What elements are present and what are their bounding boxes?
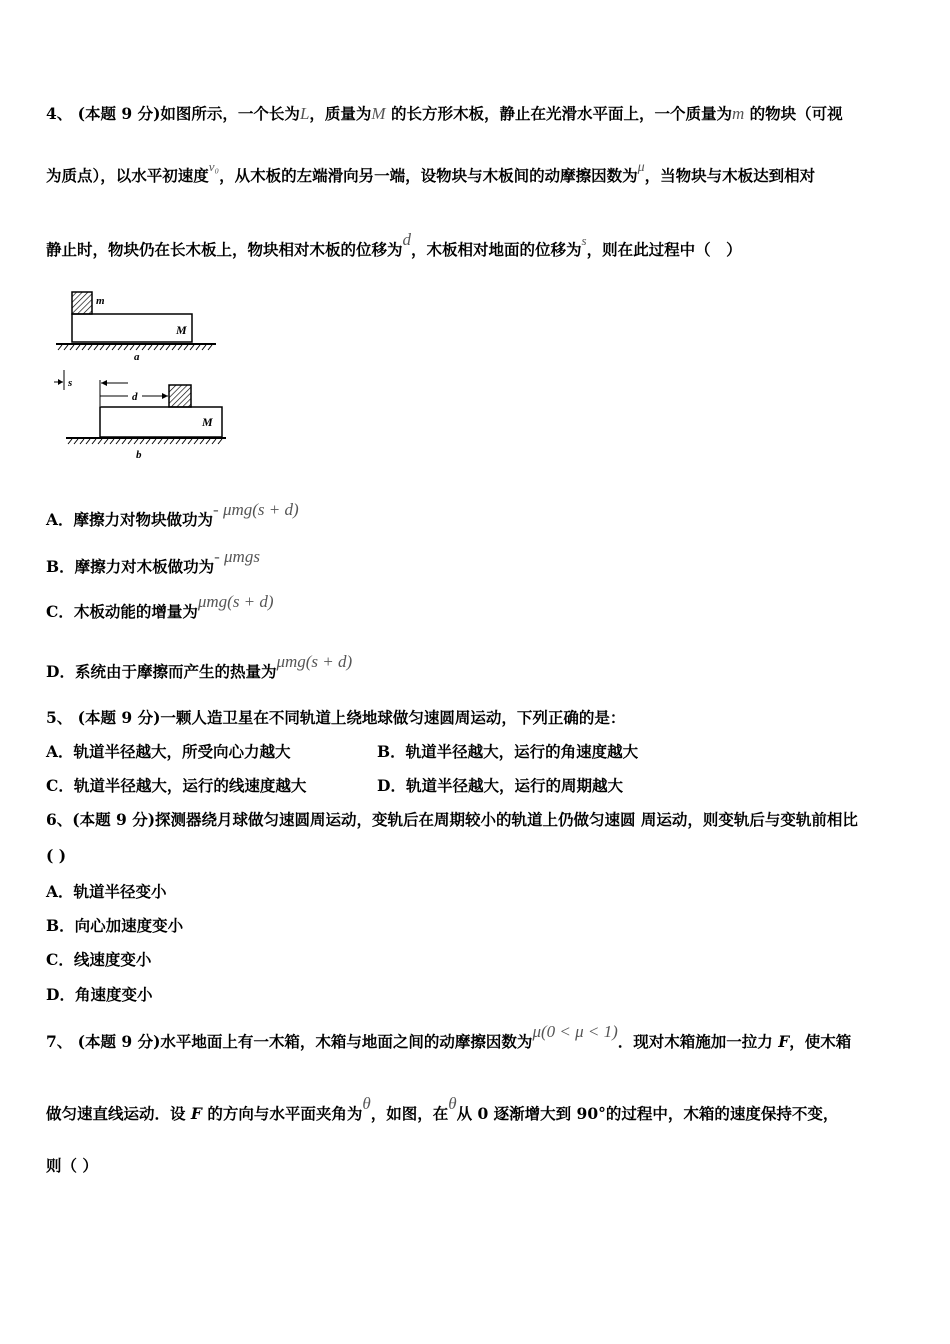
formula-theta: θ bbox=[362, 1094, 371, 1113]
option-formula: μmg(s + d) bbox=[197, 592, 274, 611]
q6-option-d: D．角速度变小 bbox=[46, 985, 153, 1004]
q5-option-a: A．轨道半径越大，所受向心力越大 bbox=[46, 742, 291, 761]
q4-text: 静止时，物块仍在长木板上，物块相对木板的位移为 bbox=[46, 240, 403, 259]
option-text: C．木板动能的增量为 bbox=[46, 602, 198, 621]
q7-text: 的方向与水平面夹角为 bbox=[201, 1104, 363, 1123]
formula-L: L bbox=[299, 104, 310, 123]
option-formula: - μmg(s + d) bbox=[213, 500, 299, 519]
q6-option-b: B．向心加速度变小 bbox=[46, 916, 184, 935]
q7-text: ，如图，在 bbox=[370, 1104, 449, 1123]
q6-stem-2: ( ) bbox=[46, 846, 67, 865]
q4-option-d bbox=[46, 652, 353, 682]
q4-option-a bbox=[46, 500, 299, 530]
option-formula: μmg(s + d) bbox=[276, 652, 353, 671]
q4-line-1 bbox=[46, 102, 843, 124]
q5-options-row-2 bbox=[46, 774, 906, 796]
formula-mu-range: μ(0 < μ < 1) bbox=[532, 1022, 618, 1041]
block-m-b bbox=[169, 385, 191, 407]
formula-mu: μ bbox=[637, 160, 645, 175]
q4-text: 的长方形木板，静止在光滑水平面上，一个质量为 bbox=[385, 104, 732, 123]
q7-line-2 bbox=[46, 1094, 839, 1124]
q5-option-b: B．轨道半径越大，运行的角速度越大 bbox=[377, 742, 639, 761]
q7-text: 7、 (本题 9 分)水平地面上有一木箱，木箱与地面之间的动摩擦因数为 bbox=[46, 1032, 533, 1051]
ground-hatch-b bbox=[68, 439, 222, 444]
label-M-b: M bbox=[202, 415, 213, 429]
block-board-figure bbox=[52, 288, 232, 464]
block-m-a bbox=[72, 292, 92, 314]
formula-theta: θ bbox=[448, 1094, 457, 1113]
q5-option-c: C．轨道半径越大，运行的线速度越大 bbox=[46, 776, 307, 795]
q4-text: ，质量为 bbox=[309, 104, 372, 123]
q4-line-3 bbox=[46, 230, 742, 260]
label-s: s bbox=[68, 377, 73, 389]
q7-line-3: 则（ ） bbox=[46, 1156, 98, 1175]
q7-text: 从 0 逐渐增大到 90°的过程中，木箱的速度保持不变， bbox=[456, 1104, 839, 1123]
q4-text: 为质点），以水平初速度 bbox=[46, 166, 209, 185]
q6-stem-1: 6、(本题 9 分)探测器绕月球做匀速圆周运动，变轨后在周期较小的轨道上仍做匀速圆 周运动，则变轨后与变轨前相比 bbox=[46, 810, 858, 829]
label-d: d bbox=[132, 391, 138, 403]
d-arrowhead bbox=[162, 393, 168, 399]
q6-option-a: A．轨道半径变小 bbox=[46, 882, 167, 901]
option-text: A．摩擦力对物块做功为 bbox=[46, 510, 214, 529]
option-formula: - μmgs bbox=[214, 547, 260, 566]
q6-option-c: C．线速度变小 bbox=[46, 950, 152, 969]
q4-text: ，当物块与木板达到相对 bbox=[644, 166, 816, 185]
formula-F: F bbox=[190, 1104, 202, 1123]
q4-text: ，从木板的左端滑向另一端，设物块与木板间的动摩擦因数为 bbox=[219, 166, 638, 185]
q4-line-2 bbox=[46, 159, 816, 186]
q7-text: ，使木箱 bbox=[789, 1032, 852, 1051]
label-a: a bbox=[134, 351, 140, 363]
q4-option-c bbox=[46, 592, 274, 622]
formula-d: d bbox=[402, 230, 412, 249]
label-M-a: M bbox=[176, 323, 187, 337]
q7-line-1 bbox=[46, 1022, 852, 1052]
formula-F: F bbox=[778, 1032, 790, 1051]
formula-v0: v₀ bbox=[208, 159, 220, 174]
ground-hatch-a bbox=[58, 345, 212, 350]
formula-M: M bbox=[371, 104, 386, 123]
formula-s: s bbox=[581, 233, 587, 248]
q7-text: ．现对木箱施加一拉力 bbox=[617, 1032, 779, 1051]
option-text: D．系统由于摩擦而产生的热量为 bbox=[46, 662, 277, 681]
q4-option-b bbox=[46, 547, 260, 577]
q4-text: 的物块（可视 bbox=[744, 104, 843, 123]
formula-m: m bbox=[732, 104, 745, 123]
q4-text: 4、 (本题 9 分)如图所示，一个长为 bbox=[46, 104, 300, 123]
s-arrowhead bbox=[58, 379, 63, 385]
label-m: m bbox=[96, 295, 105, 307]
label-b: b bbox=[136, 449, 142, 461]
q5-stem: 5、 (本题 9 分)一颗人造卫星在不同轨道上绕地球做匀速圆周运动，下列正确的是： bbox=[46, 708, 626, 727]
option-text: B．摩擦力对木板做功为 bbox=[46, 557, 215, 576]
q7-text: 做匀速直线运动．设 bbox=[46, 1104, 191, 1123]
q4-text: ，木板相对地面的位移为 bbox=[411, 240, 582, 259]
board-M-a bbox=[72, 314, 192, 342]
q5-options-row-1 bbox=[46, 740, 906, 762]
q4-text: ，则在此过程中（ ） bbox=[586, 240, 742, 259]
q5-option-d: D．轨道半径越大，运行的周期越大 bbox=[377, 776, 623, 795]
d-arrowhead-top bbox=[101, 380, 107, 386]
